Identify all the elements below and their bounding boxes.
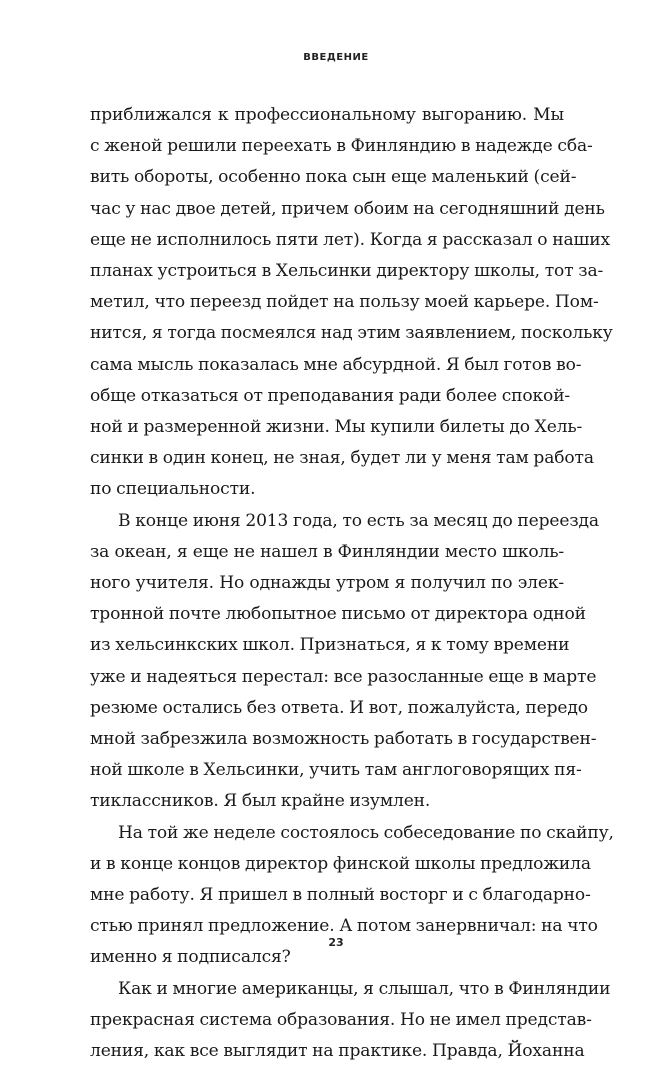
text-line: резюме остались без ответа. И вот, пожалуйста, передо <box>90 697 588 718</box>
text-line: по специальности. <box>90 479 256 500</box>
text-line: тиклассников. Я был крайне изумлен. <box>90 791 431 812</box>
text-line: и в конце концов директор финской школы предложила <box>90 853 591 874</box>
text-line: вить обороты, особенно пока сын еще маленький (сей- <box>90 167 577 188</box>
text-line: обще отказаться от преподавания ради более спокой- <box>90 385 571 406</box>
running-header: ВВЕДЕНИЕ <box>303 52 369 63</box>
text-line: синки в один конец, не зная, будет ли у меня там работа <box>90 448 594 469</box>
text-line: метил, что переезд пойдет на пользу моей карьере. Пом- <box>90 292 599 313</box>
text-line: уже и надеяться перестал: все разосланные еще в марте <box>90 666 597 687</box>
text-line: час у нас двое детей, причем обоим на сегодняшний день <box>90 198 605 219</box>
text-line: именно я подписался? <box>90 947 291 968</box>
text-line: с женой решили переехать в Финляндию в надежде сба- <box>90 136 593 157</box>
text-line: за океан, я еще не нашел в Финляндии место школь- <box>90 541 564 562</box>
text-line: ной и размеренной жизни. Мы купили билеты до Хель- <box>90 417 583 438</box>
page-number: 23 <box>328 936 344 949</box>
text-line: нится, я тогда посмеялся над этим заявлением, поскольку <box>90 323 613 344</box>
text-line: приближался к профессиональному выгоранию. Мы <box>90 105 564 125</box>
text-line: планах устроиться в Хельсинки директору школы, тот за- <box>90 261 604 282</box>
text-line: из хельсинкских школ. Признаться, я к тому времени <box>90 635 570 656</box>
text-line: В конце июня 2013 года, то есть за месяц до переезда <box>118 510 599 531</box>
text-line: еще не исполнилось пяти лет). Когда я рассказал о наших <box>90 229 610 250</box>
text-line: тронной почте любопытное письмо от директора одной <box>90 604 586 625</box>
body-text <box>90 100 614 1067</box>
text-line: мне работу. Я пришел в полный восторг и с благодарно- <box>90 885 591 906</box>
text-line: Как и многие американцы, я слышал, что в Финляндии <box>118 978 611 999</box>
text-line: ления, как все выглядит на практике. Правда, Йоханна <box>90 1041 585 1062</box>
text-line: мной забрезжила возможность работать в государствен- <box>90 729 597 750</box>
text-line: ного учителя. Но однажды утром я получил по элек- <box>90 573 564 594</box>
text-line: На той же неделе состоялось собеседование по скайпу, <box>118 822 614 843</box>
text-line: ной школе в Хельсинки, учить там англоговорящих пя- <box>90 760 582 781</box>
text-line: стью принял предложение. А потом занервничал: на что <box>90 916 598 937</box>
text-line: сама мысль показалась мне абсурдной. Я был готов во- <box>90 354 582 375</box>
text-line: прекрасная система образования. Но не имел представ- <box>90 1009 592 1030</box>
